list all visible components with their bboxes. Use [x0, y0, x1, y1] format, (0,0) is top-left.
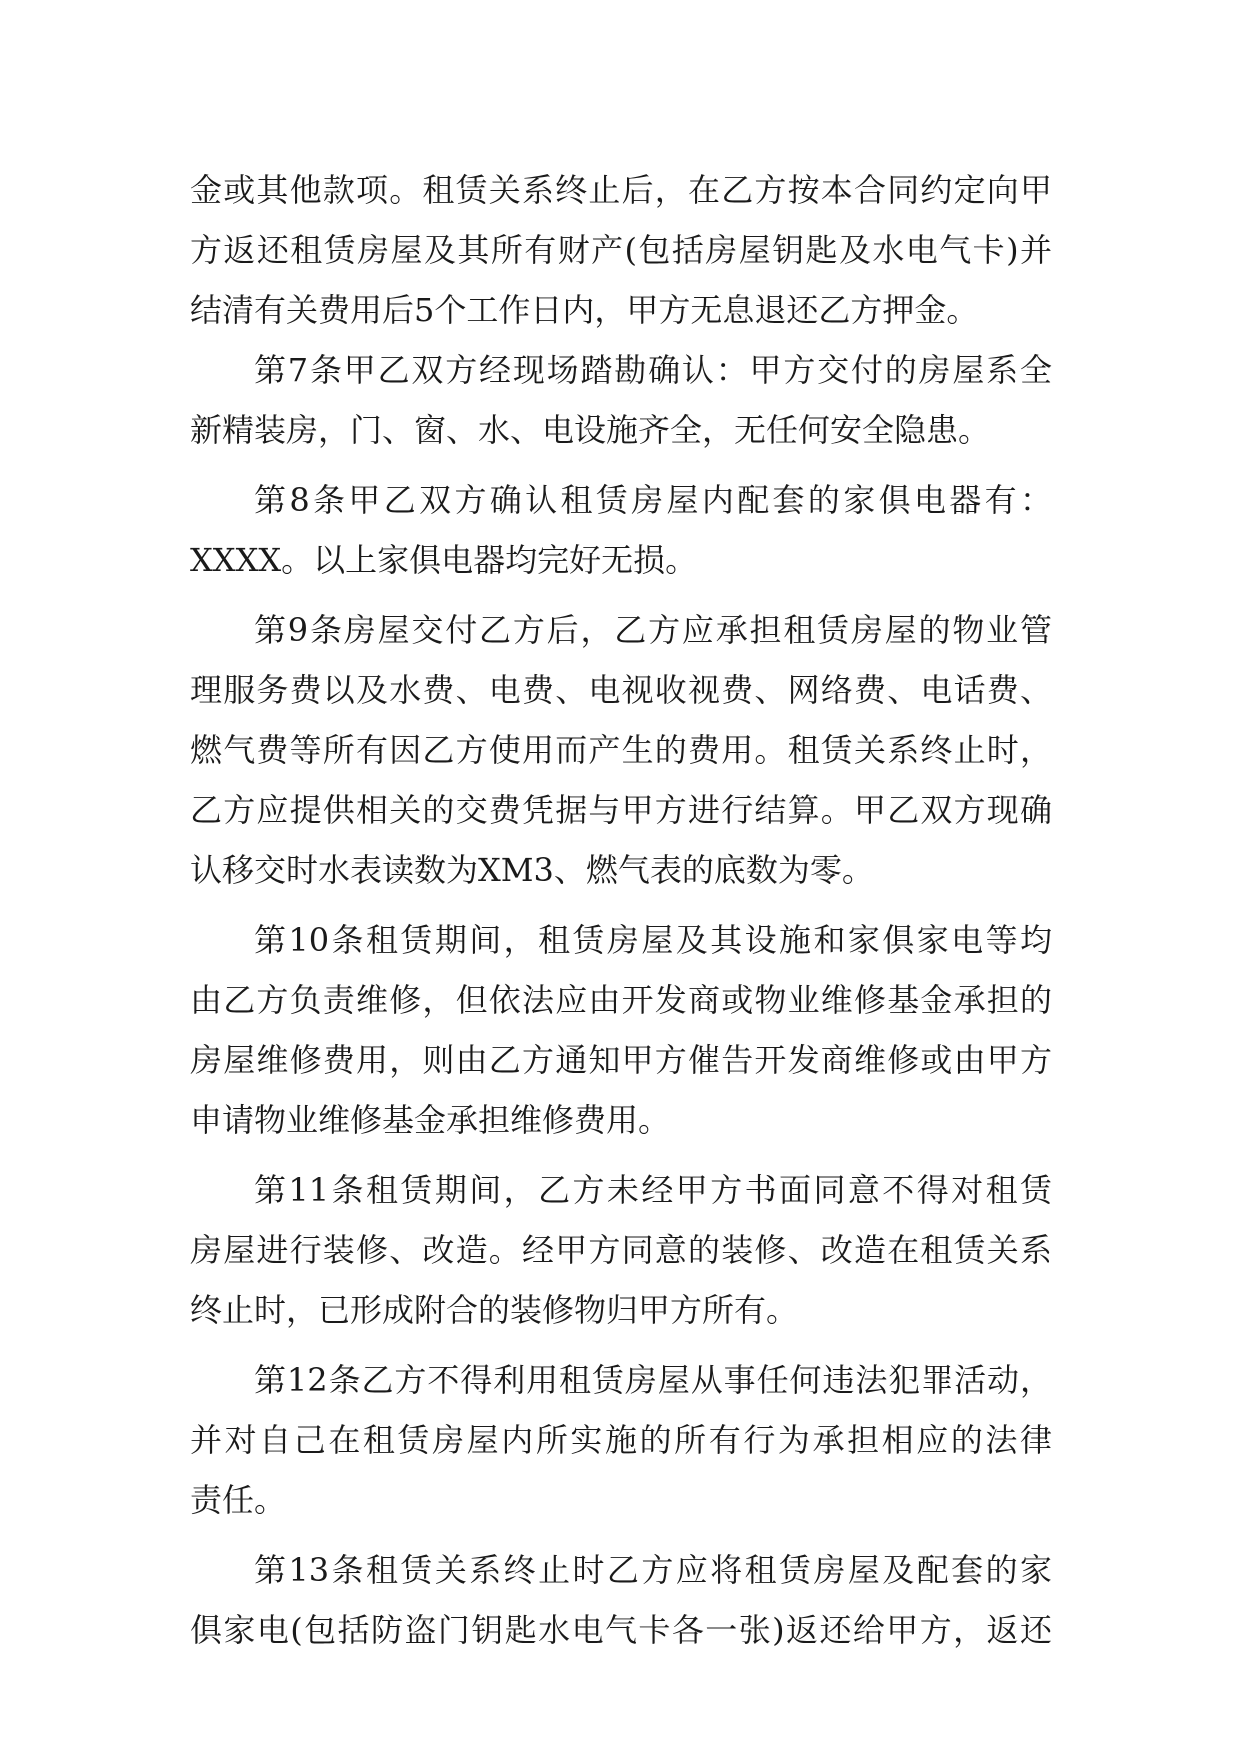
- text-line: 新精装房，门、窗、水、电设施齐全，无任何安全隐患。: [190, 411, 991, 449]
- paragraph-article-7: [190, 340, 1052, 460]
- text-line: 乙方应提供相关的交费凭据与甲方进行结算。甲乙双方现确: [190, 791, 1052, 829]
- text-line: 申请物业维修基金承担维修费用。: [190, 1101, 671, 1139]
- text-line: 金或其他款项。租赁关系终止后，在乙方按本合同约定向甲: [190, 171, 1052, 209]
- paragraph-article-13: [190, 1540, 1052, 1660]
- text-line: 第13条租赁关系终止时乙方应将租赁房屋及配套的家: [254, 1551, 1052, 1589]
- paragraph-article-10: [190, 910, 1052, 1150]
- text-line: 燃气费等所有因乙方使用而产生的费用。租赁关系终止时，: [190, 731, 1052, 769]
- text-line: 房屋维修费用，则由乙方通知甲方催告开发商维修或由甲方: [190, 1041, 1052, 1079]
- text-line: 终止时，已形成附合的装修物归甲方所有。: [190, 1291, 799, 1329]
- text-line: 理服务费以及水费、电费、电视收视费、网络费、电话费、: [190, 671, 1052, 709]
- text-line: 并对自己在租赁房屋内所实施的所有行为承担相应的法律: [190, 1421, 1052, 1459]
- text-line: 第12条乙方不得利用租赁房屋从事任何违法犯罪活动，: [254, 1361, 1052, 1399]
- text-line: 责任。: [190, 1481, 287, 1519]
- text-line: 俱家电(包括防盗门钥匙水电气卡各一张)返还给甲方，返还: [190, 1611, 1052, 1649]
- paragraph-article-12: [190, 1350, 1052, 1530]
- text-line: 第7条甲乙双方经现场踏勘确认：甲方交付的房屋系全: [254, 351, 1052, 389]
- contract-body: [190, 160, 1052, 1660]
- text-line: XXXX。以上家俱电器均完好无损。: [190, 541, 698, 579]
- text-line: 第11条租赁期间，乙方未经甲方书面同意不得对租赁: [254, 1171, 1052, 1209]
- text-line: 第9条房屋交付乙方后，乙方应承担租赁房屋的物业管: [254, 611, 1052, 649]
- text-line: 结清有关费用后5个工作日内，甲方无息退还乙方押金。: [190, 291, 979, 329]
- text-line: 认移交时水表读数为XM3、燃气表的底数为零。: [190, 851, 874, 889]
- text-line: 由乙方负责维修，但依法应由开发商或物业维修基金承担的: [190, 981, 1052, 1019]
- paragraph-article-9: [190, 600, 1052, 900]
- text-line: 房屋进行装修、改造。经甲方同意的装修、改造在租赁关系: [190, 1231, 1052, 1269]
- paragraph-article-8: [190, 470, 1052, 590]
- text-line: 第8条甲乙双方确认租赁房屋内配套的家俱电器有：: [254, 481, 1052, 519]
- text-line: 方返还租赁房屋及其所有财产(包括房屋钥匙及水电气卡)并: [190, 231, 1052, 269]
- paragraph-article-11: [190, 1160, 1052, 1340]
- text-line: 第10条租赁期间，租赁房屋及其设施和家俱家电等均: [254, 921, 1052, 959]
- paragraph-continuation: [190, 160, 1052, 340]
